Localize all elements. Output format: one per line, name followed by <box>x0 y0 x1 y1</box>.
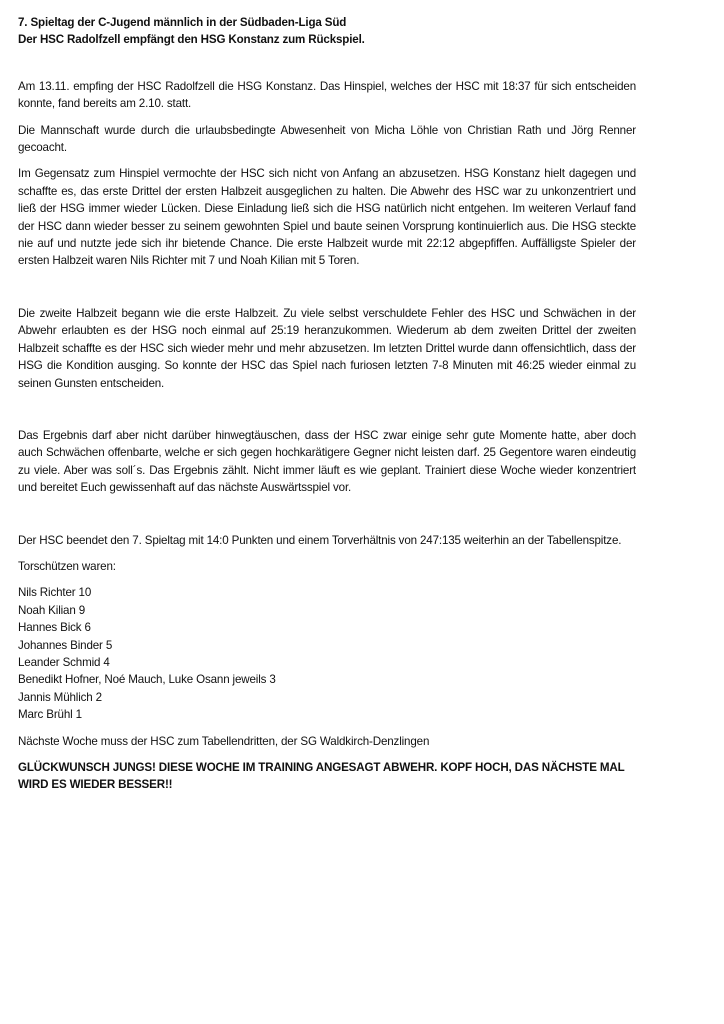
heading-line-1: 7. Spieltag der C-Jugend männlich in der Südbaden-Liga Süd <box>18 16 347 29</box>
scorer-item: Marc Brühl 1 <box>18 708 82 722</box>
scorer-item: Jannis Mühlich 2 <box>18 690 102 704</box>
scorers-label: Torschützen waren: <box>18 559 116 573</box>
scorer-item: Noah Kilian 9 <box>18 603 86 617</box>
scorer-item: Johannes Binder 5 <box>18 638 113 652</box>
result-paragraph: Das Ergebnis darf aber nicht darüber hinwegtäuschen, dass der HSC zwar einige sehr gute Momente hatte, aber doch auch Schwächen offenbarte, welche er sich gegen hochkarätigere Gegner nicht leisten darf. 25 Gegentore waren eindeutig zu viele. Aber was soll´s. Das Ergebnis zählt. Nicht immer läuft es wie geplant. Trainiert diese Woche wieder konzentriert und bereitet Euch gewissenhaft auf das nächste Auswärtsspiel vor. <box>18 428 636 495</box>
standings-paragraph: Der HSC beendet den 7. Spieltag mit 14:0 Punkten und einem Torverhältnis von 247:135 weiterhin an der Tabellenspitze. <box>18 533 622 547</box>
first-half-paragraph: Im Gegensatz zum Hinspiel vermochte der HSC sich nicht von Anfang an abzusetzen. HSG Konstanz hielt dagegen und schaffte es, das erste Drittel der ersten Halbzeit ausgeglichen zu halten. Die Abwehr des HSC war zu unkonzentriert und ließ der HSG immer wieder Lücken. Diese Einladung ließ sich die HSG natürlich nicht entgehen. Im weiteren Verlauf fand der HSC dann wieder besser zu seinem gewohnten Spiel und baute seinen Vorsprung kontinuierlich aus. Die HSG steckte nie auf und nutzte jede sich ihr bietende Chance. Die erste Halbzeit wurde mit 22:12 abgepfiffen. Auffälligste Spieler der ersten Halbzeit waren Nils Richter mit 7 und Noah Kilian mit 5 Toren. <box>18 167 636 268</box>
scorer-item: Benedikt Hofner, Noé Mauch, Luke Osann jeweils 3 <box>18 673 276 687</box>
next-match-paragraph: Nächste Woche muss der HSC zum Tabellendritten, der SG Waldkirch-Denzlingen <box>18 734 430 748</box>
scorer-item: Hannes Bick 6 <box>18 621 91 635</box>
coaching-paragraph: Die Mannschaft wurde durch die urlaubsbedingte Abwesenheit von Micha Löhle von Christian Rath und Jörg Renner gecoacht. <box>18 123 636 155</box>
heading-line-2: Der HSC Radolfzell empfängt den HSG Konstanz zum Rückspiel. <box>18 33 365 47</box>
closing-paragraph: GLÜCKWUNSCH JUNGS! DIESE WOCHE IM TRAINING ANGESAGT ABWEHR. KOPF HOCH, DAS NÄCHSTE MAL WIRD ES WIEDER BESSER!! <box>18 761 625 792</box>
scorer-item: Leander Schmid 4 <box>18 655 110 669</box>
scorer-item: Nils Richter 10 <box>18 586 92 600</box>
intro-paragraph: Am 13.11. empfing der HSC Radolfzell die HSG Konstanz. Das Hinspiel, welches der HSC mit 18:37 für sich entscheiden konnte, fand bereits am 2.10. statt. <box>18 79 636 111</box>
document-page <box>18 14 636 803</box>
second-half-paragraph: Die zweite Halbzeit begann wie die erste Halbzeit. Zu viele selbst verschuldete Fehler des HSC und Schwächen in der Abwehr erlaubten es der HSG noch einmal auf 25:19 heranzukommen. Wiederum ab dem zweiten Drittel der zweiten Halbzeit schaffte es der HSC sich wieder mehr und mehr abzusetzen. Im letzten Drittel wurde dann offensichtlich, dass der HSG die Kondition ausging. So konnte der HSC das Spiel nach furiosen letzten 7-8 Minuten mit 46:25 wieder einmal zu seinen Gunsten entscheiden. <box>18 306 636 390</box>
scorers-list <box>18 584 636 723</box>
